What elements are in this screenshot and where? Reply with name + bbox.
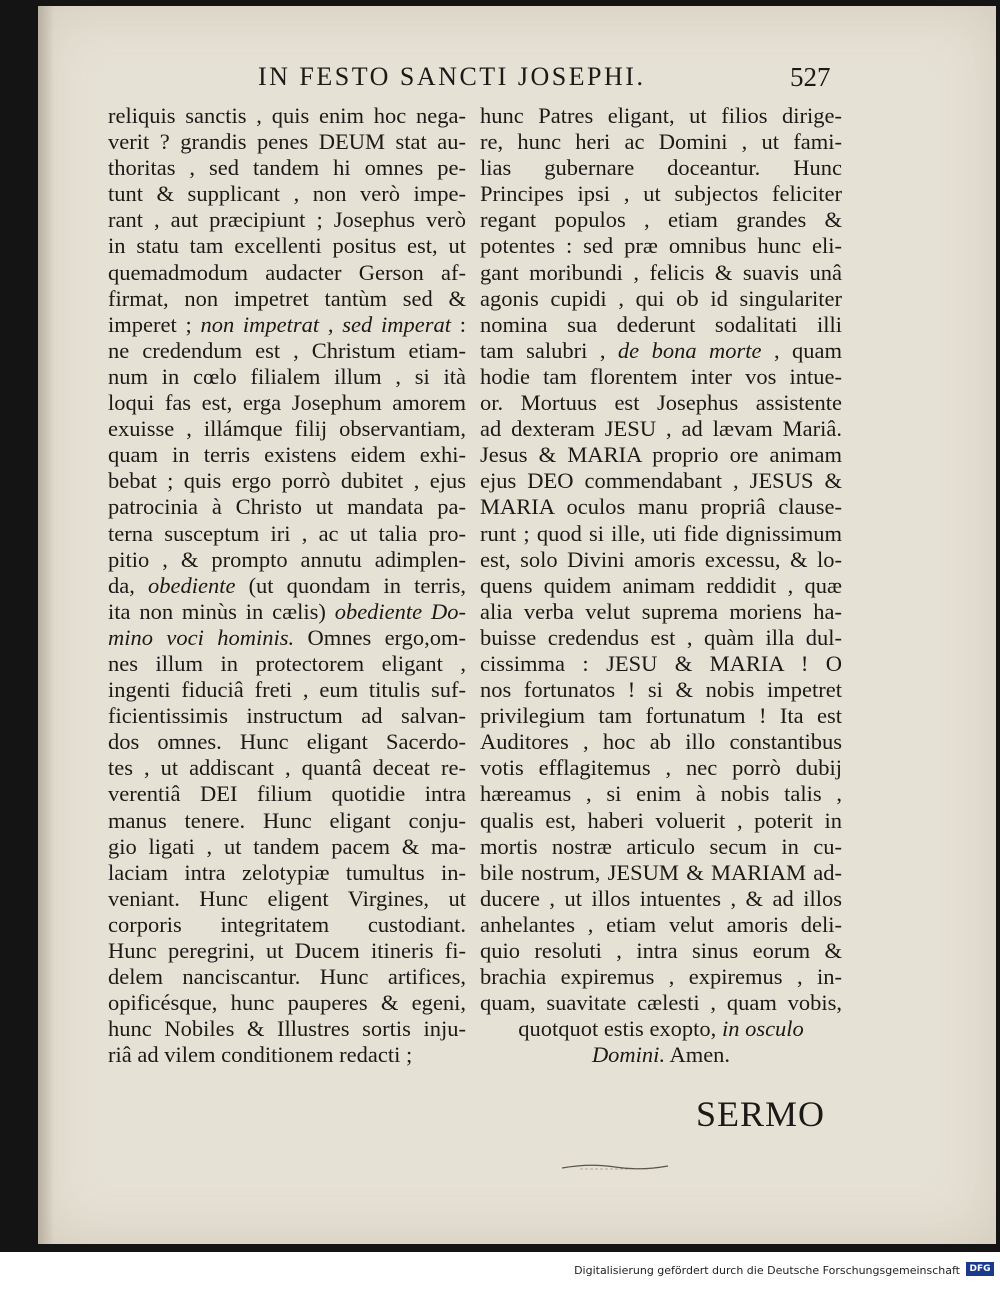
text-line: potentes : sed præ omnibus hunc eli-: [480, 233, 842, 259]
text-line: buisse credendus est , quàm illa dul-: [480, 624, 842, 650]
ornament-rule: [560, 1160, 670, 1174]
text-segment: Amen.: [665, 1042, 731, 1068]
text-line: ad dexteram JESU , ad lævam Mariâ.: [480, 416, 842, 442]
text-line: regant populos , etiam grandes &: [480, 207, 842, 233]
text-line: firmat, non impetret tantùm sed &: [108, 285, 466, 311]
text-line: [480, 1042, 842, 1068]
text-line: quam in terris existens eidem exhi-: [108, 442, 466, 468]
text-line: corporis integritatem custodiant.: [108, 911, 466, 937]
text-line: patrocinia à Christo ut mandata pa-: [108, 494, 466, 520]
italic-text: non impetrat: [200, 311, 320, 337]
text-line: est, solo Divini amoris excessu, & lo-: [480, 546, 842, 572]
text-segment: ita non minùs in cælis): [108, 598, 335, 624]
text-line: tunt & supplicant , non verò impe-: [108, 181, 466, 207]
text-line: hunc Patres eligant, ut filios dirige-: [480, 103, 842, 128]
text-segment: :: [450, 311, 466, 337]
text-segment: imperet ;: [108, 311, 201, 337]
text-line: ejus DEO commendabant , JESUS &: [480, 468, 842, 494]
text-line: [480, 338, 842, 364]
dfg-logo: DFG: [966, 1262, 994, 1276]
catchword: SERMO: [696, 1094, 826, 1134]
text-line: rant , aut præcipiunt ; Josephus verò: [108, 207, 466, 233]
italic-text: mino voci hominis.: [108, 624, 295, 650]
text-line: quemadmodum audacter Gerson af-: [108, 259, 466, 285]
text-segment: Omnes ergo,om-: [294, 624, 467, 650]
text-line: riâ ad vilem conditionem redacti ;: [108, 1042, 413, 1068]
text-line: laciam intra zelotypiæ tumultus in-: [108, 859, 466, 885]
text-line: [480, 1016, 842, 1042]
text-line: lias gubernare doceantur. Hunc: [480, 155, 842, 181]
text-line: hodie tam florentem inter vos intue-: [480, 363, 842, 389]
text-line: Jesus & MARIA proprio ore animam: [480, 442, 842, 468]
text-line: [108, 312, 466, 338]
text-segment: quotquot estis exopto,: [518, 1016, 722, 1042]
text-segment: tam salubri ,: [480, 337, 618, 363]
text-line: bile nostrum, JESUM & MARIAM ad-: [480, 859, 842, 885]
text-line: ficientissimis instructum ad salvan-: [108, 703, 466, 729]
text-line: tes , ut addiscant , quantâ deceat re-: [108, 755, 466, 781]
text-line: dos omnes. Hunc eligant Sacerdo-: [108, 729, 466, 755]
footer-credit: Digitalisierung gefördert durch die Deutsche Forschungsgemeinschaft: [574, 1264, 960, 1277]
page-number: 527: [790, 62, 831, 92]
text-line: hæreamus , si enim à nobis talis ,: [480, 781, 842, 807]
text-line: [108, 573, 466, 599]
text-line: Auditores , hoc ab illo constantibus: [480, 729, 842, 755]
italic-text: obediente: [147, 572, 236, 598]
text-line: delem nanciscantur. Hunc artifices,: [108, 964, 466, 990]
text-column-right: [480, 103, 842, 1068]
text-line: or. Mortuus est Josephus assistente: [480, 390, 842, 416]
text-line: privilegium tam fortunatum ! Ita est: [480, 703, 842, 729]
text-line: quio resoluti , intra sinus eorum &: [480, 938, 842, 963]
text-line: veniant. Hunc eligent Virgines, ut: [108, 885, 466, 911]
text-line: anhelantes , etiam velut amoris deli-: [480, 911, 842, 937]
text-segment: (ut quondam in terris,: [235, 572, 466, 598]
italic-text: in osculo: [721, 1016, 804, 1042]
text-line: nes illum in protectorem eligant ,: [108, 650, 466, 676]
text-segment: ,: [319, 311, 343, 337]
text-line: quens quidem animam reddidit , quæ: [480, 572, 842, 598]
italic-text: de bona morte: [617, 337, 762, 363]
text-line: votis efflagitemus , nec porrò dubij: [480, 755, 842, 781]
text-line: mortis nostræ articulo secum in cu-: [480, 833, 842, 859]
text-line: loqui fas est, erga Josephum amorem: [108, 390, 466, 416]
text-line: bebat ; quis ergo porrò dubitet , ejus: [108, 468, 466, 494]
text-segment: , quam: [761, 337, 842, 363]
text-line: ingenti fiduciâ freti , eum titulis suf-: [108, 677, 466, 703]
text-line: nomina sua dederunt sodalitati illi: [480, 311, 842, 337]
text-line: manus tenere. Hunc eligant conju-: [108, 807, 466, 833]
text-line: runt ; quod si ille, uti fide dignissimum: [480, 520, 842, 546]
italic-text: Domini.: [591, 1042, 666, 1068]
text-line: gio ligati , ut tandem pacem & ma-: [108, 833, 466, 859]
text-line: agonis cupidi , qui ob id singulariter: [480, 285, 842, 311]
text-line: [108, 599, 466, 625]
text-line: ne credendum est , Christum etiam-: [108, 337, 466, 363]
italic-text: obediente Do-: [334, 598, 466, 624]
text-line: verit ? grandis penes DEUM stat au-: [108, 129, 466, 155]
text-segment: da,: [108, 572, 148, 598]
text-line: pitio , & prompto annutu adimplen-: [108, 546, 466, 572]
text-line: in statu tam excellenti positus est, ut: [108, 233, 466, 259]
text-line: nos fortunatos ! si & nobis impetret: [480, 677, 842, 703]
page-gutter-shadow: [38, 6, 54, 1244]
text-line: num in cœlo filialem illum , si ità: [108, 363, 466, 389]
text-line: opificésque, hunc pauperes & egeni,: [108, 990, 466, 1016]
text-line: Principes ipsi , ut subjectos feliciter: [480, 181, 842, 207]
italic-text: sed imperat: [342, 311, 451, 337]
text-line: quam, suavitate cælesti , quam vobis,: [480, 990, 842, 1016]
text-line: [108, 625, 466, 651]
text-line: ducere , ut illos intuentes , & ad illos: [480, 885, 842, 911]
text-line: thoritas , sed tandem hi omnes pe-: [108, 155, 466, 181]
text-line: qualis est, haberi voluerit , poterit in: [480, 807, 842, 833]
text-line: brachia expiremus , expiremus , in-: [480, 964, 842, 990]
text-line: terna susceptum iri , ac ut talia pro-: [108, 520, 466, 546]
text-line: cissimma : JESU & MARIA ! O: [480, 650, 842, 676]
text-line: reliquis sanctis , quis enim hoc nega-: [108, 103, 466, 128]
text-column-left: [108, 103, 466, 1068]
text-line: re, hunc heri ac Domini , ut fami-: [480, 129, 842, 155]
text-line: Hunc peregrini, ut Ducem itineris fi-: [108, 938, 466, 963]
text-line: gant moribundi , felicis & suavis unâ: [480, 259, 842, 285]
text-line: verentiâ DEI filium quotidie intra: [108, 781, 466, 807]
running-head: IN FESTO SANCTI JOSEPHI.: [258, 62, 646, 91]
text-line: MARIA oculos manu propriâ clause-: [480, 494, 842, 520]
text-line: exuisse , illámque filij observantiam,: [108, 416, 466, 442]
text-line: hunc Nobiles & Illustres sortis inju-: [108, 1016, 466, 1042]
text-line: alia verba velut suprema moriens ha-: [480, 598, 842, 624]
